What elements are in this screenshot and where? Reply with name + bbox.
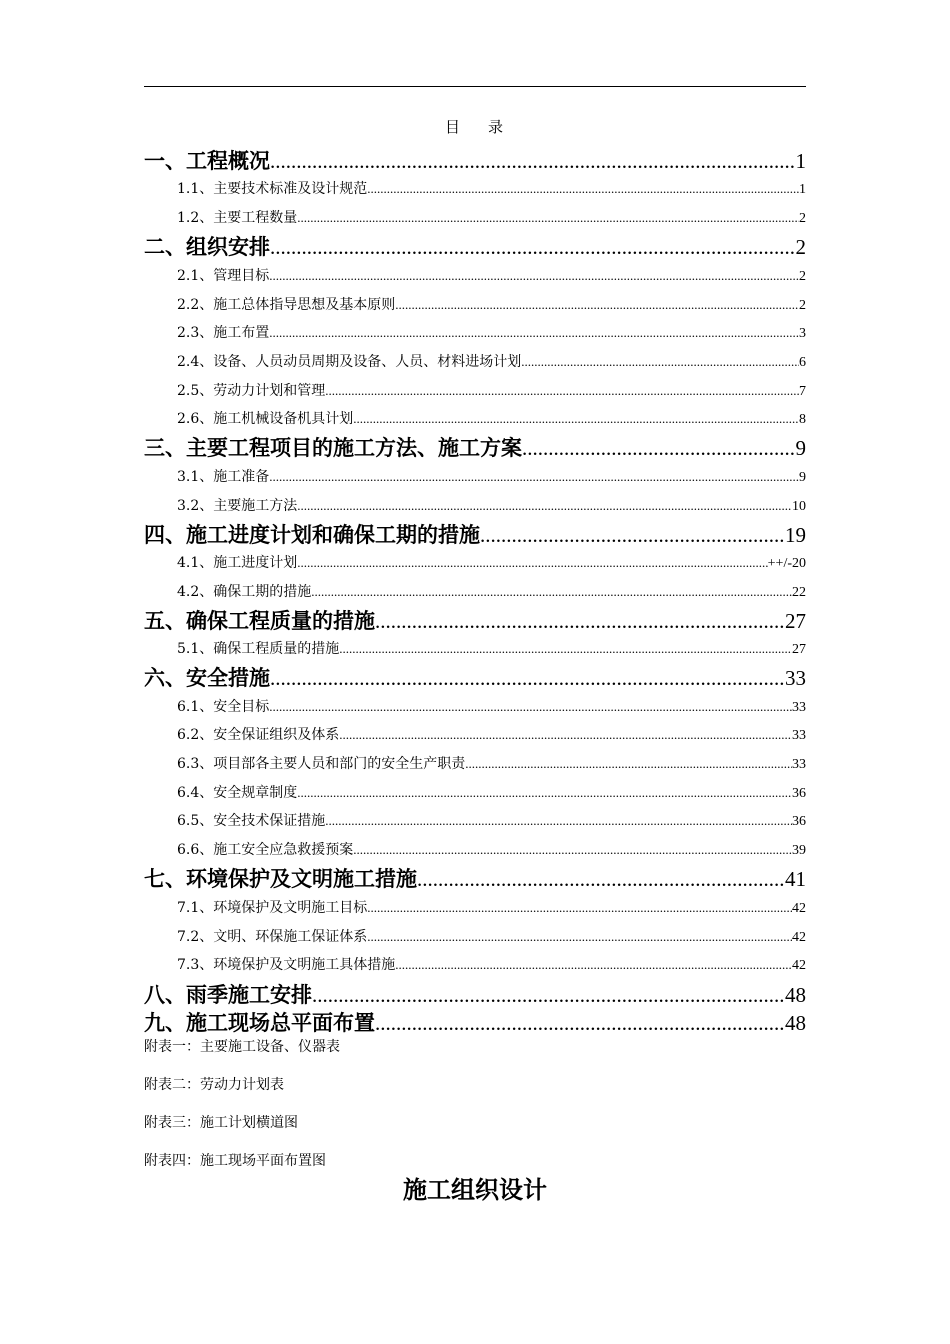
toc-subsection[interactable]: [177, 552, 806, 574]
toc-entry-label: 九、施工现场总平面布置: [144, 1010, 375, 1035]
dot-leader: [367, 900, 792, 916]
dot-leader: [297, 210, 799, 226]
toc-entry-label: 7.3、环境保护及文明施工具体措施: [177, 957, 396, 973]
toc-page-number: 10: [792, 499, 806, 514]
toc-entry-label: 四、施工进度计划和确保工期的措施: [144, 522, 480, 547]
toc-section[interactable]: [144, 1007, 806, 1037]
toc-subsection[interactable]: [177, 753, 806, 775]
toc-entry-label: 5.1、确保工程质量的措施: [177, 641, 340, 657]
toc-page-number: 2: [799, 211, 806, 226]
dot-leader: [269, 469, 799, 485]
toc-page-number: 2: [795, 235, 806, 259]
toc-entry-label: 7.2、文明、环保施工保证体系: [177, 929, 368, 945]
dot-leader: [269, 699, 792, 715]
toc-section[interactable]: [144, 231, 806, 261]
toc-page-number: 48: [785, 983, 806, 1007]
toc-section[interactable]: [144, 863, 806, 893]
toc-page-number: 42: [792, 901, 806, 916]
dot-leader: [339, 727, 792, 743]
dot-leader: [312, 983, 785, 1008]
toc-subsection[interactable]: [177, 265, 806, 287]
toc-entry-label: 1.1、主要技术标准及设计规范: [177, 181, 368, 197]
toc-entry-label: 一、工程概况: [144, 148, 270, 173]
toc-subsection[interactable]: [177, 810, 806, 832]
toc-entry-label: 2.1、管理目标: [177, 268, 270, 284]
dot-leader: [480, 523, 785, 548]
toc-entry-label: 五、确保工程质量的措施: [144, 608, 375, 633]
dot-leader: [395, 297, 799, 313]
toc-subsection[interactable]: [177, 782, 806, 804]
toc-entry-label: 2.5、劳动力计划和管理: [177, 383, 326, 399]
toc-entry-label: 2.2、施工总体指导思想及基本原则: [177, 297, 396, 313]
toc-page-number: 27: [792, 642, 806, 657]
toc-page-number: 2: [799, 298, 806, 313]
appendix-1: 附表一：主要施工设备、仪器表: [144, 1039, 340, 1055]
dot-leader: [367, 929, 792, 945]
toc-page-number: 33: [792, 728, 806, 743]
toc-section[interactable]: [144, 605, 806, 635]
toc-entry-label: 3.1、施工准备: [177, 469, 270, 485]
appendix-2: 附表二：劳动力计划表: [144, 1077, 284, 1093]
toc-heading-right: 录: [488, 118, 506, 136]
toc-subsection[interactable]: [177, 351, 806, 373]
toc-entry-label: 二、组织安排: [144, 234, 270, 259]
toc-subsection[interactable]: [177, 638, 806, 660]
toc-page-number: 8: [799, 412, 806, 427]
toc-heading: [0, 116, 950, 137]
dot-leader: [353, 411, 799, 427]
toc-entry-label: 6.6、施工安全应急救援预案: [177, 842, 354, 858]
toc-entry-label: 6.1、安全目标: [177, 699, 270, 715]
toc-subsection[interactable]: [177, 380, 806, 402]
toc-entry-label: 1.2、主要工程数量: [177, 210, 298, 226]
toc-page-number: 1: [795, 149, 806, 173]
toc-section[interactable]: [144, 662, 806, 692]
toc-page-number: 33: [785, 666, 806, 690]
dot-leader: [270, 235, 796, 260]
dot-leader: [270, 666, 785, 691]
dot-leader: [297, 785, 792, 801]
appendix-3: 附表三：施工计划横道图: [144, 1115, 298, 1131]
dot-leader: [269, 325, 799, 341]
dot-leader: [353, 842, 792, 858]
toc-page-number: 33: [792, 700, 806, 715]
toc-section[interactable]: [144, 432, 806, 462]
dot-leader: [375, 1011, 785, 1036]
toc-page-number: 33: [792, 757, 806, 772]
toc-subsection[interactable]: [177, 926, 806, 948]
toc-subsection[interactable]: [177, 207, 806, 229]
dot-leader: [417, 867, 785, 892]
toc-subsection[interactable]: [177, 724, 806, 746]
toc-subsection[interactable]: [177, 954, 806, 976]
dot-leader: [465, 756, 792, 772]
toc-section[interactable]: [144, 979, 806, 1009]
toc-page-number: ++/-20: [767, 556, 806, 571]
toc-subsection[interactable]: [177, 408, 806, 430]
toc-page-number: 39: [792, 843, 806, 858]
toc-entry-label: 七、环境保护及文明施工措施: [144, 866, 417, 891]
toc-subsection[interactable]: [177, 839, 806, 861]
toc-subsection[interactable]: [177, 294, 806, 316]
dot-leader: [521, 354, 799, 370]
dot-leader: [522, 436, 796, 461]
toc-page-number: 42: [792, 930, 806, 945]
dot-leader: [325, 813, 792, 829]
toc-page-number: 2: [799, 269, 806, 284]
toc-page-number: 3: [799, 326, 806, 341]
toc-entry-label: 三、主要工程项目的施工方法、施工方案: [144, 435, 522, 460]
toc-page-number: 9: [799, 470, 806, 485]
toc-entry-label: 6.4、安全规章制度: [177, 785, 298, 801]
toc-page-number: 42: [792, 958, 806, 973]
dot-leader: [297, 555, 767, 571]
dot-leader: [339, 641, 792, 657]
toc-page-number: 9: [795, 436, 806, 460]
toc-entry-label: 2.3、施工布置: [177, 325, 270, 341]
toc-page-number: 36: [792, 814, 806, 829]
toc-section[interactable]: [144, 519, 806, 549]
dot-leader: [395, 957, 792, 973]
dot-leader: [269, 268, 799, 284]
toc-entry-label: 4.2、确保工期的措施: [177, 584, 312, 600]
toc-page-number: 6: [799, 355, 806, 370]
toc-page-number: 19: [785, 523, 806, 547]
dot-leader: [367, 181, 799, 197]
document-title: 施工组织设计: [403, 1175, 547, 1204]
toc-entry-label: 八、雨季施工安排: [144, 982, 312, 1007]
toc-entry-label: 2.4、设备、人员动员周期及设备、人员、材料进场计划: [177, 354, 522, 370]
toc-heading-left: 目: [444, 118, 462, 136]
dot-leader: [270, 149, 796, 174]
toc-page-number: 27: [785, 609, 806, 633]
toc-subsection[interactable]: [177, 495, 806, 517]
toc-entry-label: 6.2、安全保证组织及体系: [177, 727, 340, 743]
toc-page-number: 1: [799, 182, 806, 197]
appendix-4: 附表四：施工现场平面布置图: [144, 1153, 326, 1169]
toc-subsection[interactable]: [177, 466, 806, 488]
dot-leader: [311, 584, 792, 600]
toc-subsection[interactable]: [177, 581, 806, 603]
toc-entry-label: 6.3、项目部各主要人员和部门的安全生产职责: [177, 756, 466, 772]
toc-entry-label: 6.5、安全技术保证措施: [177, 813, 326, 829]
toc-page-number: 41: [785, 867, 806, 891]
dot-leader: [297, 498, 792, 514]
toc-entry-label: 2.6、施工机械设备机具计划: [177, 411, 354, 427]
toc-page-number: 48: [785, 1011, 806, 1035]
dot-leader: [375, 609, 785, 634]
toc-entry-label: 六、安全措施: [144, 665, 270, 690]
toc-page-number: 22: [792, 585, 806, 600]
toc-subsection[interactable]: [177, 322, 806, 344]
toc-section[interactable]: [144, 145, 806, 175]
toc-subsection[interactable]: [177, 178, 806, 200]
dot-leader: [325, 383, 799, 399]
toc-entry-label: 4.1、施工进度计划: [177, 555, 298, 571]
toc-subsection[interactable]: [177, 897, 806, 919]
toc-entry-label: 3.2、主要施工方法: [177, 498, 298, 514]
header-rule: [144, 86, 806, 87]
toc-subsection[interactable]: [177, 696, 806, 718]
toc-page-number: 7: [799, 384, 806, 399]
toc-page-number: 36: [792, 786, 806, 801]
toc-entry-label: 7.1、环境保护及文明施工目标: [177, 900, 368, 916]
